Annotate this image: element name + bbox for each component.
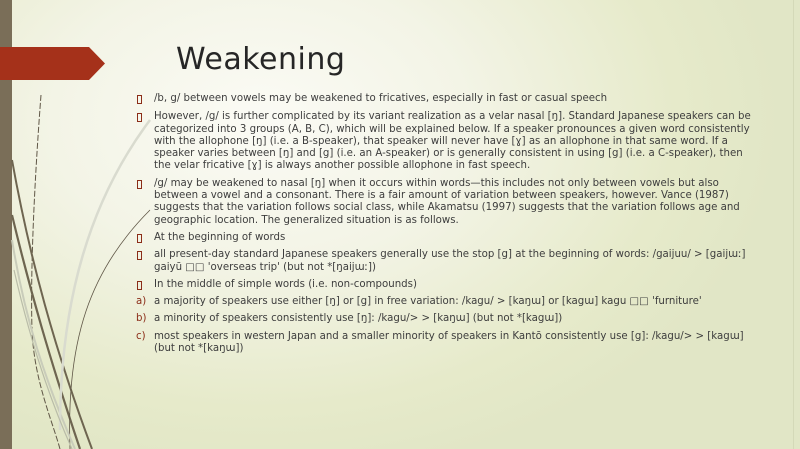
right-edge-line xyxy=(793,0,794,449)
bullet-text: However, /g/ is further complicated by its variant realization as a velar nasal [ŋ]. Standard Japanese speakers can be categorized into 3 groups (A, B, C), which will be explained below. If a speaker pronounces a given word consistently with the allophone [ŋ] (i.e. a B-speaker), that speaker will never have [ɣ] as an allophone in that same word. If a speaker varies between [ŋ] and [g] (i.e. an A-speaker) or is generally consistent in using [g] (i.e. a C-speaker), then the velar fricative [ɣ] is always another possible allophone in fast speech. xyxy=(154,111,751,172)
bullet-box-icon xyxy=(136,93,150,108)
lettered-item-b xyxy=(136,313,756,325)
slide-title: Weakening xyxy=(176,42,346,77)
bullet-box-icon xyxy=(136,232,150,247)
list-letter: c) xyxy=(136,330,146,342)
bullet-box-icon xyxy=(136,279,150,294)
bullet-list xyxy=(136,93,756,360)
bullet-text: a majority of speakers use either [ŋ] or [g] in free variation: /kagu/ > [kaŋɯ] or [kagɯ] kagu □□ 'furniture' xyxy=(154,296,702,308)
title-arrow-shape xyxy=(0,47,105,80)
bullet-text: a minority of speakers consistently use [ŋ]: /kagu/> > [kaŋɯ] (but not *[kagɯ]) xyxy=(154,313,563,325)
list-letter: b) xyxy=(136,313,147,325)
lettered-item-c xyxy=(136,331,756,356)
bullet-box-icon xyxy=(136,111,150,126)
bullet-text: /g/ may be weakened to nasal [ŋ] when it occurs within words—this includes not only between vowels but also between a vowel and a consonant. There is a fair amount of variation between speakers, however. Vance (1987) suggests that the variation follows social class, while Akamatsu (1997) suggests that the variation follows age and geographic location. The generalized situation is as follows. xyxy=(154,177,740,226)
bullet-box-icon xyxy=(136,178,150,193)
bullet-text: all present-day standard Japanese speakers generally use the stop [g] at the beginning of words: /gaijuu/ > [gaijɯː] gaiyū □□ 'overseas trip' (but not *[ŋaijɯː]) xyxy=(154,249,746,273)
bullet-item xyxy=(136,232,756,244)
bullet-box-icon xyxy=(136,249,150,264)
lettered-item-a xyxy=(136,296,756,308)
bullet-item xyxy=(136,279,756,291)
bullet-text: most speakers in western Japan and a smaller minority of speakers in Kantō consistently use [g]: /kagu/> > [kagɯ] (but not *[kaŋɯ]) xyxy=(154,330,744,355)
bullet-text: In the middle of simple words (i.e. non-compounds) xyxy=(154,278,417,290)
list-letter: a) xyxy=(136,296,147,308)
bullet-text: /b, g/ between vowels may be weakened to fricatives, especially in fast or casual speech xyxy=(154,93,608,104)
bullet-text: At the beginning of words xyxy=(154,231,286,243)
bullet-item xyxy=(136,249,756,274)
bullet-item xyxy=(136,93,756,105)
bullet-item xyxy=(136,111,756,172)
bullet-item xyxy=(136,178,756,227)
